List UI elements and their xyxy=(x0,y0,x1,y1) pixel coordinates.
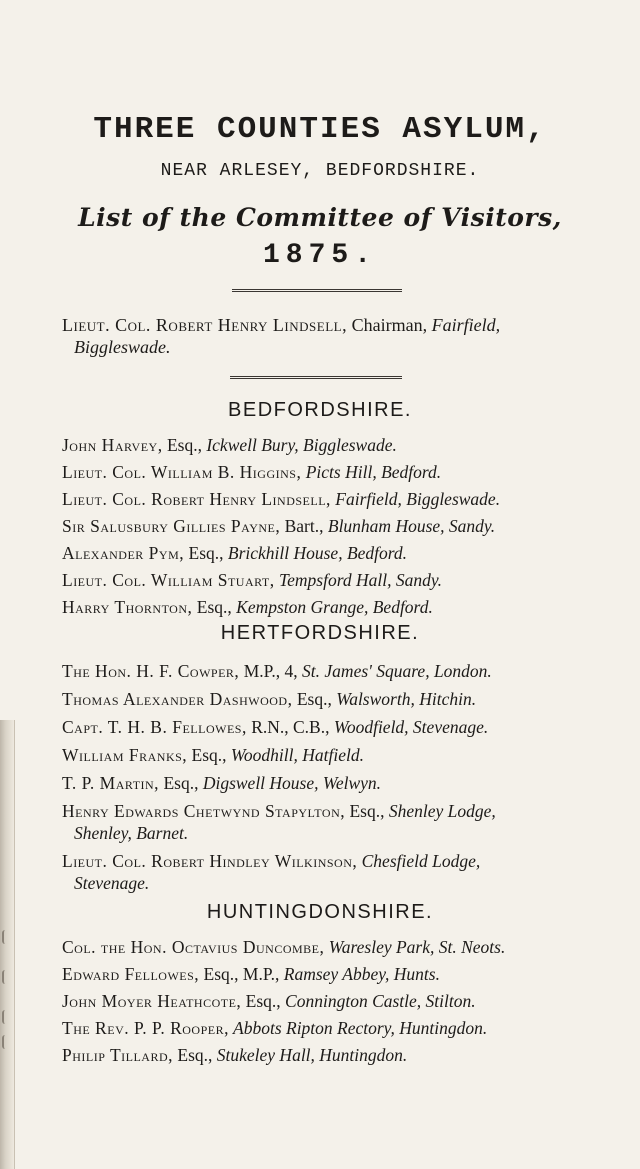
visitor-place: Walsworth, Hitchin. xyxy=(331,689,477,709)
visitor-place: Chesfield Lodge, xyxy=(357,851,481,871)
list-item xyxy=(62,569,636,591)
visitor-place: Waresley Park, St. Neots. xyxy=(324,937,506,957)
list-item xyxy=(62,963,636,985)
list-item xyxy=(62,461,636,483)
visitor-suffix: Esq., xyxy=(187,745,227,765)
chairman-name: Lieut. Col. Robert Henry Lindsell, xyxy=(62,315,348,335)
list-item xyxy=(62,990,636,1012)
visitor-name: Philip Tillard, xyxy=(62,1045,174,1065)
visitor-name: Capt. T. H. B. Fellowes, xyxy=(62,717,247,737)
spine-mark xyxy=(2,1010,12,1024)
list-item xyxy=(62,936,636,958)
visitor-suffix: R.N., C.B., xyxy=(246,717,330,737)
visitor-place: Ickwell Bury, Biggleswade. xyxy=(201,435,397,455)
visitor-name: Edward Fellowes, xyxy=(62,964,200,984)
chairman-entry xyxy=(62,314,634,358)
visitor-place: Fairfield, Biggleswade. xyxy=(330,489,501,509)
list-item xyxy=(62,716,636,738)
list-item xyxy=(62,1044,636,1066)
section-heading-hertfordshire: HERTFORDSHIRE. xyxy=(220,622,420,644)
section-heading-huntingdonshire: HUNTINGDONSHIRE. xyxy=(206,901,434,923)
list-item xyxy=(62,800,636,844)
visitor-name: Henry Edwards Chetwynd Stapylton, xyxy=(62,801,346,821)
chairman-role: Chairman, xyxy=(347,315,428,335)
list-item xyxy=(62,772,636,794)
visitor-name: Lieut. Col. William Stuart, xyxy=(62,570,275,590)
visitor-place: Blunham House, Sandy. xyxy=(323,516,496,536)
visitor-suffix: Esq., M.P., xyxy=(199,964,280,984)
visitor-place: Connington Castle, Stilton. xyxy=(280,991,476,1011)
visitor-name: The Rev. P. P. Rooper, xyxy=(62,1018,229,1038)
visitor-name: John Moyer Heathcote, xyxy=(62,991,242,1011)
list-heading: List of the Committee of Visitors, xyxy=(78,203,562,232)
visitor-name: John Harvey, xyxy=(62,435,163,455)
spine-mark xyxy=(2,970,12,984)
visitor-place: Digswell House, Welwyn. xyxy=(198,773,382,793)
visitor-name: Alexander Pym, xyxy=(62,543,185,563)
list-item xyxy=(62,488,636,510)
visitor-name: Lieut. Col. Robert Henry Lindsell, xyxy=(62,489,331,509)
visitor-place: Kempston Grange, Bedford. xyxy=(231,597,433,617)
page-title: THREE COUNTIES ASYLUM, xyxy=(93,112,547,147)
visitor-name: William Franks, xyxy=(62,745,188,765)
visitor-name: Col. the Hon. Octavius Duncombe, xyxy=(62,937,325,957)
visitor-name: Sir Salusbury Gillies Payne, xyxy=(62,516,281,536)
visitor-place: Abbots Ripton Rectory, Huntingdon. xyxy=(228,1018,488,1038)
visitor-place: Picts Hill, Bedford. xyxy=(301,462,442,482)
visitor-suffix: Esq., xyxy=(292,689,332,709)
list-item xyxy=(62,542,636,564)
visitor-suffix: Esq., xyxy=(241,991,281,1011)
visitor-name: Harry Thornton, xyxy=(62,597,193,617)
spine-mark xyxy=(2,930,12,944)
list-item xyxy=(62,515,636,537)
visitor-suffix: Esq., xyxy=(184,543,224,563)
visitor-place-cont: Stevenage. xyxy=(74,873,150,893)
visitor-place: Woodfield, Stevenage. xyxy=(329,717,489,737)
list-item xyxy=(62,1017,636,1039)
chairman-place: Fairfield, xyxy=(427,315,501,335)
chairman-place-cont: Biggleswade. xyxy=(74,337,171,357)
year-heading: 1875. xyxy=(262,240,377,271)
visitor-place: Shenley Lodge, xyxy=(384,801,496,821)
spine-mark xyxy=(2,1035,12,1049)
visitor-suffix: Esq., xyxy=(173,1045,213,1065)
page-subtitle: NEAR ARLESEY, BEDFORDSHIRE. xyxy=(160,161,480,181)
list-item xyxy=(62,434,636,456)
visitor-suffix: Esq., xyxy=(162,435,202,455)
list-item xyxy=(62,850,636,894)
visitor-suffix: Bart., xyxy=(280,516,324,536)
visitor-place: Brickhill House, Bedford. xyxy=(223,543,408,563)
section-heading-bedfordshire: BEDFORDSHIRE. xyxy=(228,399,412,421)
visitor-place-cont: Shenley, Barnet. xyxy=(74,823,189,843)
visitor-name: Lieut. Col. Robert Hindley Wilkinson, xyxy=(62,851,358,871)
visitor-name: The Hon. H. F. Cowper, xyxy=(62,661,240,681)
list-item xyxy=(62,596,636,618)
visitor-place: Woodhill, Hatfield. xyxy=(226,745,364,765)
visitor-suffix: Esq., xyxy=(192,597,232,617)
visitor-suffix: Esq., xyxy=(345,801,385,821)
visitor-place: Tempsford Hall, Sandy. xyxy=(274,570,443,590)
visitor-name: Lieut. Col. William B. Higgins, xyxy=(62,462,302,482)
divider-rule xyxy=(230,376,402,379)
divider-rule xyxy=(232,289,402,292)
visitor-place: Stukeley Hall, Huntingdon. xyxy=(212,1045,408,1065)
visitor-place: St. James' Square, London. xyxy=(297,661,492,681)
list-item xyxy=(62,744,636,766)
book-spine xyxy=(0,720,15,1169)
visitor-name: Thomas Alexander Dashwood, xyxy=(62,689,293,709)
visitor-name: T. P. Martin, xyxy=(62,773,160,793)
visitor-suffix: M.P., 4, xyxy=(239,661,298,681)
visitor-place: Ramsey Abbey, Hunts. xyxy=(279,964,440,984)
visitor-suffix: Esq., xyxy=(159,773,199,793)
list-item xyxy=(62,660,636,682)
list-item xyxy=(62,688,636,710)
